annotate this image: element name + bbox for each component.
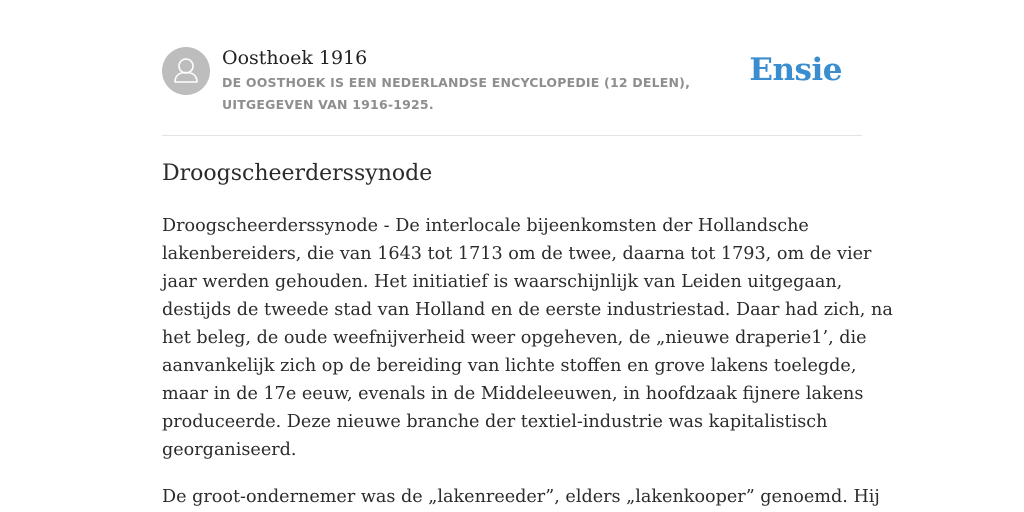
source-title[interactable]: Oosthoek 1916 — [222, 47, 368, 69]
text-line: jaar werden gehouden. Het initiatief is waarschijnlijk van Leiden uitgegaan, — [162, 272, 843, 292]
user-icon — [162, 47, 210, 95]
text-line: destijds de tweede stad van Holland en de eerste industriestad. Daar had zich, na — [162, 300, 893, 320]
source-header — [162, 0, 862, 136]
content-column — [162, 0, 893, 507]
text-line: georganiseerd. — [162, 440, 297, 460]
text-line: produceerde. Deze nieuwe branche der textiel-industrie was kapitalistisch — [162, 412, 828, 432]
text-line: maar in de 17e eeuw, evenals in de Middeleeuwen, in hoofdzaak fijnere lakens — [162, 384, 864, 404]
text-line: Droogscheerderssynode - De interlocale bijeenkomsten der Hollandsche — [162, 216, 809, 236]
source-description: DE OOSTHOEK IS EEN NEDERLANDSE ENCYCLOPEDIE (12 DELEN), UITGEGEVEN VAN 1916-1925. — [222, 75, 691, 112]
article-body — [162, 212, 893, 511]
text-line: aanvankelijk zich op de bereiding van lichte stoffen en grove lakens toelegde, — [162, 356, 857, 376]
text-line: lakenbereiders, die van 1643 tot 1713 om de twee, daarna tot 1793, om de vier — [162, 244, 872, 264]
paragraph-1 — [162, 212, 893, 464]
source-avatar[interactable] — [162, 47, 210, 95]
paragraph-2 — [162, 483, 880, 511]
article-title: Droogscheerderssynode — [162, 161, 433, 186]
text-line: het beleg, de oude weefnijverheid weer opgeheven, de „nieuwe draperie1’, die — [162, 328, 867, 348]
brand-logo[interactable]: Ensie — [749, 52, 842, 88]
text-line: De groot-ondernemer was de „lakenreeder”, elders „lakenkooper” genoemd. Hij — [162, 487, 880, 507]
